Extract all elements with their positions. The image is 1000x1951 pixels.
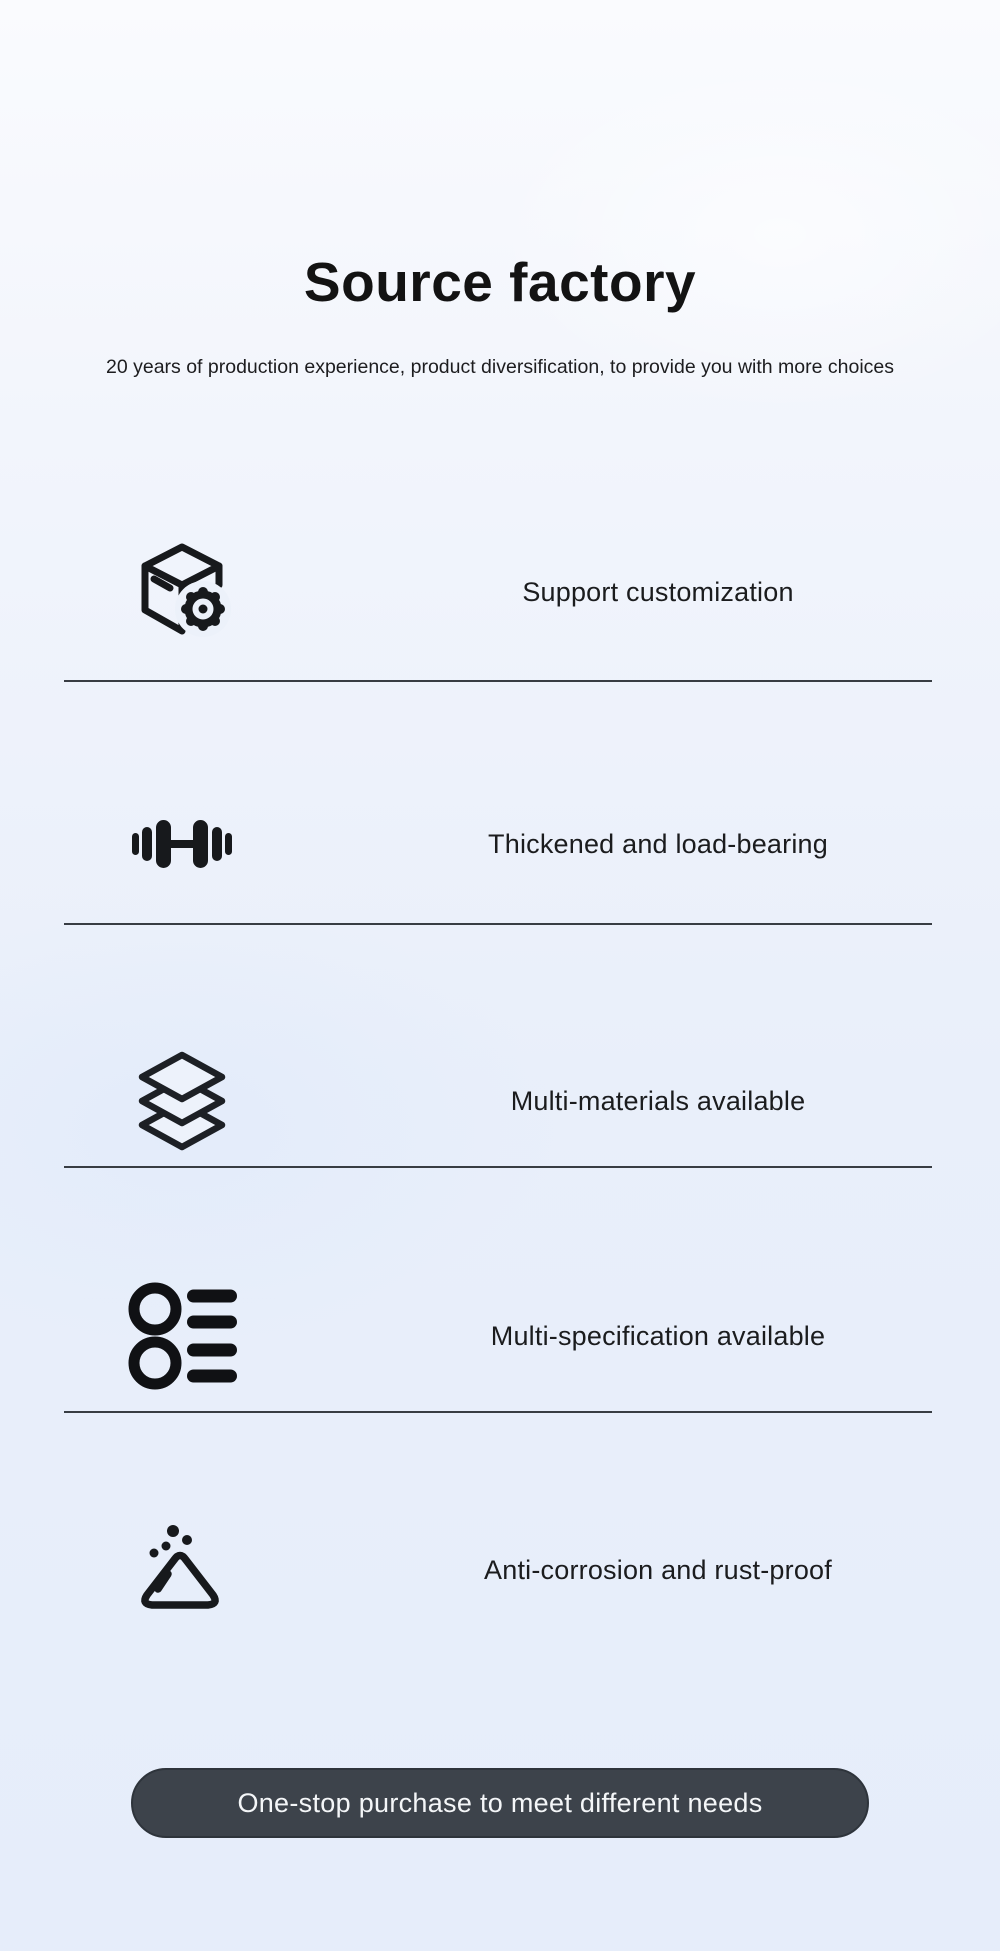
divider	[64, 1166, 932, 1168]
powder-pile-icon	[127, 1515, 237, 1625]
feature-row-specification	[0, 1281, 1000, 1391]
cube-gear-icon	[127, 537, 237, 647]
feature-row-anti-corrosion	[0, 1515, 1000, 1625]
feature-label: Support customization	[522, 576, 794, 607]
divider	[64, 680, 932, 682]
feature-label: Anti-corrosion and rust-proof	[484, 1554, 832, 1585]
spec-list-icon	[127, 1281, 237, 1391]
feature-label: Multi-materials available	[510, 1085, 806, 1116]
feature-row-load-bearing	[0, 789, 1000, 899]
page-title: Source factory	[303, 251, 697, 313]
feature-label: Multi-specification available	[490, 1320, 826, 1351]
dumbbell-icon	[127, 789, 237, 899]
one-stop-purchase-button[interactable]: One-stop purchase to meet different needs	[131, 1768, 869, 1838]
feature-row-customization	[0, 537, 1000, 647]
divider	[64, 1411, 932, 1413]
feature-row-materials	[0, 1046, 1000, 1156]
feature-label: Thickened and load-bearing	[488, 828, 828, 859]
page-subtitle: 20 years of production experience, product diversification, to provide you with more choices	[106, 356, 894, 378]
layers-icon	[127, 1046, 237, 1156]
divider	[64, 923, 932, 925]
